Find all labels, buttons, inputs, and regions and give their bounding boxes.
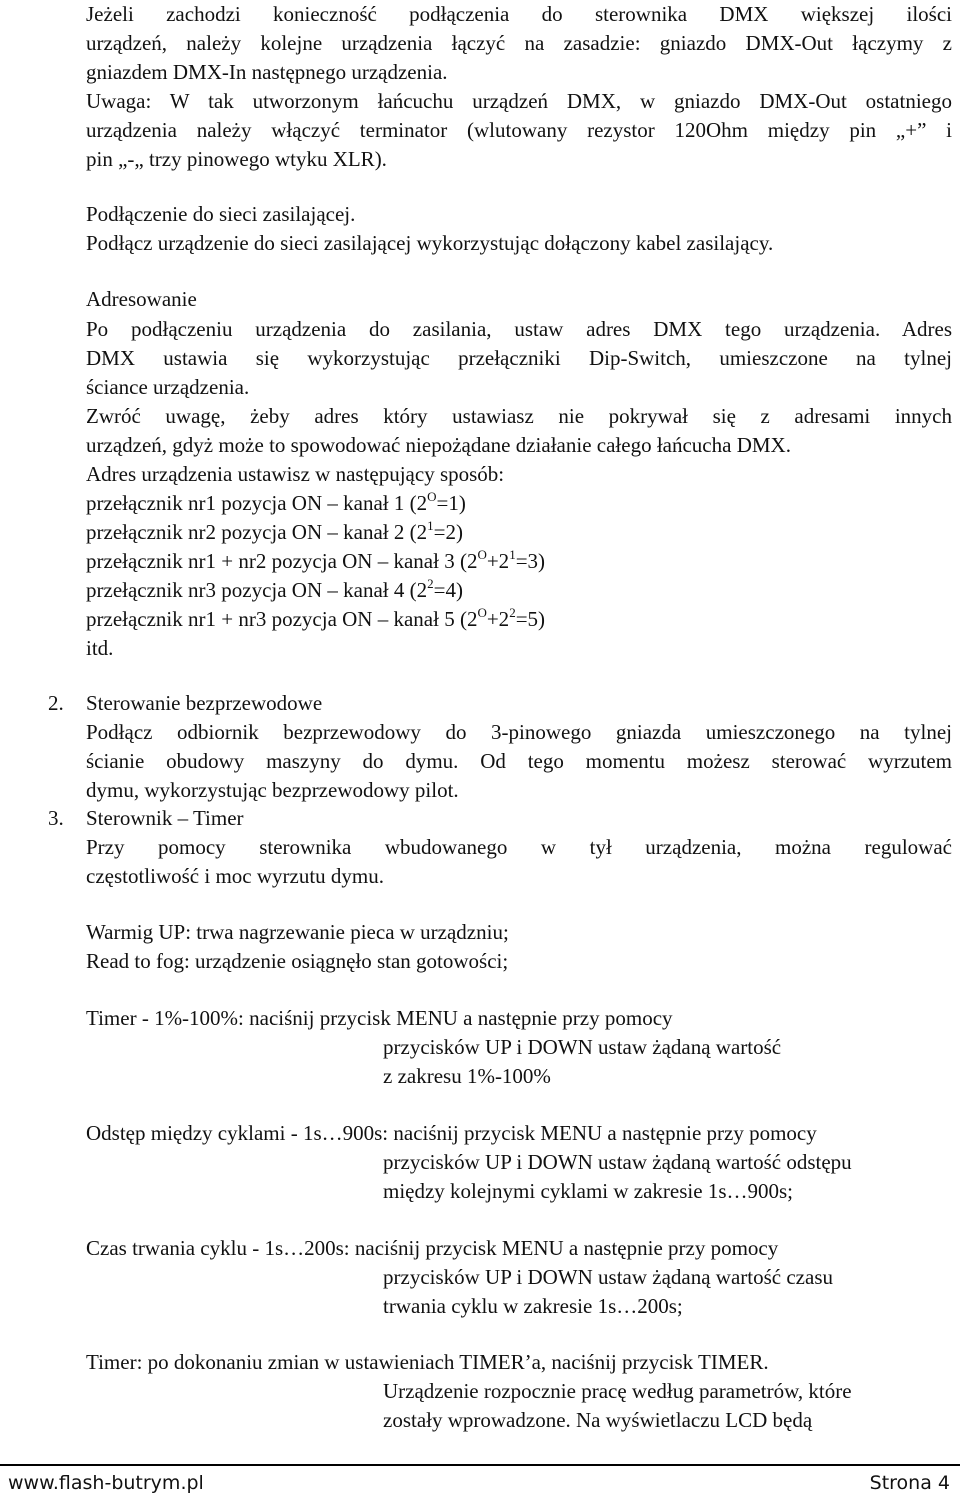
paragraph-line: Podłącz urządzenie do sieci zasilającej wykorzystując dołączony kabel zasilający. xyxy=(86,231,774,255)
paragraph-line: urządzeń, gdyż może to spowodować niepożądane działanie całego łańcucha DMX. xyxy=(86,433,791,457)
paragraph-line: ścianie obudowy maszyny do dymu. Od tego momentu możesz sterować wyrzutem xyxy=(86,749,952,773)
interval-setting-line: Odstęp między cyklami - 1s…900s: naciśnij przycisk MENU a następnie przy pomocy xyxy=(86,1121,817,1145)
paragraph-line: gniazdem DMX-In następnego urządzenia. xyxy=(86,60,448,84)
timer-setting-line: Timer - 1%-100%: naciśnij przycisk MENU a następnie przy pomocy xyxy=(86,1006,673,1030)
duration-setting-line: Czas trwania cyklu - 1s…200s: naciśnij przycisk MENU a następnie przy pomocy xyxy=(86,1236,779,1260)
section-heading-addressing: Adresowanie xyxy=(86,287,197,311)
timer-start-line: Timer: po dokonaniu zmian w ustawieniach TIMER’a, naciśnij przycisk TIMER. xyxy=(86,1350,769,1374)
paragraph-line: Jeżeli zachodzi konieczność podłączenia do sterownika DMX większej ilości xyxy=(86,2,952,26)
timer-setting-line: z zakresu 1%-100% xyxy=(383,1064,551,1088)
timer-setting-line: przycisków UP i DOWN ustaw żądaną wartość xyxy=(383,1035,782,1059)
paragraph-line: urządzeń, należy kolejne urządzenia łączyć na zasadzie: gniazdo DMX-Out łączymy z xyxy=(86,31,952,55)
paragraph-line: częstotliwość i moc wyrzutu dymu. xyxy=(86,864,385,888)
list-number: 2. xyxy=(48,691,64,715)
section-heading-wireless: Sterowanie bezprzewodowe xyxy=(86,691,323,715)
interval-setting-line: przycisków UP i DOWN ustaw żądaną wartość odstępu xyxy=(383,1150,852,1174)
paragraph-line: Przy pomocy sterownika wbudowanego w tył urządzenia, można regulować xyxy=(86,835,952,859)
section-heading-timer: Sterownik – Timer xyxy=(86,806,244,830)
interval-setting-line: między kolejnymi cyklami w zakresie 1s…900s; xyxy=(383,1179,793,1203)
paragraph-line: Po podłączeniu urządzenia do zasilania, ustaw adres DMX tego urządzenia. Adres xyxy=(86,317,952,341)
paragraph-line: DMX ustawia się wykorzystując przełączniki Dip-Switch, umieszczone na tylnej xyxy=(86,346,952,370)
paragraph-line: Uwaga: W tak utworzonym łańcuchu urządzeń DMX, w gniazdo DMX-Out ostatniego xyxy=(86,89,952,113)
duration-setting-line: trwania cyklu w zakresie 1s…200s; xyxy=(383,1294,683,1318)
timer-start-line: zostały wprowadzone. Na wyświetlaczu LCD będą xyxy=(383,1408,813,1432)
paragraph-line: Adres urządzenia ustawisz w następujący sposób: xyxy=(86,462,505,486)
timer-start-line: Urządzenie rozpocznie pracę według parametrów, które xyxy=(383,1379,852,1403)
switch-setting-line: przełącznik nr1 pozycja ON – kanał 1 $(2^O=1)$ xyxy=(86,489,466,515)
status-line-ready: Read to fog: urządzenie osiągnęło stan gotowości; xyxy=(86,949,509,973)
footer-website: www.flash-butrym.pl xyxy=(8,1472,204,1494)
list-number: 3. xyxy=(48,806,64,830)
status-line-warmup: Warmig UP: trwa nagrzewanie pieca w urządzniu; xyxy=(86,920,509,944)
paragraph-line: pin „-„ trzy pinowego wtyku XLR). xyxy=(86,147,387,171)
paragraph-line: ściance urządzenia. xyxy=(86,375,250,399)
duration-setting-line: przycisków UP i DOWN ustaw żądaną wartość czasu xyxy=(383,1265,833,1289)
paragraph-line: dymu, wykorzystując bezprzewodowy pilot. xyxy=(86,778,459,802)
paragraph-line: itd. xyxy=(86,636,114,660)
section-heading-power: Podłączenie do sieci zasilającej. xyxy=(86,202,356,226)
footer-page-number: Strona 4 xyxy=(869,1472,950,1494)
switch-setting-line: przełącznik nr1 + nr3 pozycja ON – kanał 5 $(2^O+2^2=5)$ xyxy=(86,605,546,631)
paragraph-line: Zwróć uwagę, żeby adres który ustawiasz nie pokrywał się z adresami innych xyxy=(86,404,952,428)
paragraph-line: Podłącz odbiornik bezprzewodowy do 3-pinowego gniazda umieszczonego na tylnej xyxy=(86,720,952,744)
switch-setting-line: przełącznik nr2 pozycja ON – kanał 2 $(2^1=2)$ xyxy=(86,518,463,544)
footer-divider xyxy=(0,1464,960,1466)
switch-setting-line: przełącznik nr1 + nr2 pozycja ON – kanał 3 $(2^O+2^1=3)$ xyxy=(86,547,546,573)
switch-setting-line: przełącznik nr3 pozycja ON – kanał 4 $(2^2=4)$ xyxy=(86,576,463,602)
paragraph-line: urządzenia należy włączyć terminator (wlutowany rezystor 120Ohm między pin „+” i xyxy=(86,118,952,142)
